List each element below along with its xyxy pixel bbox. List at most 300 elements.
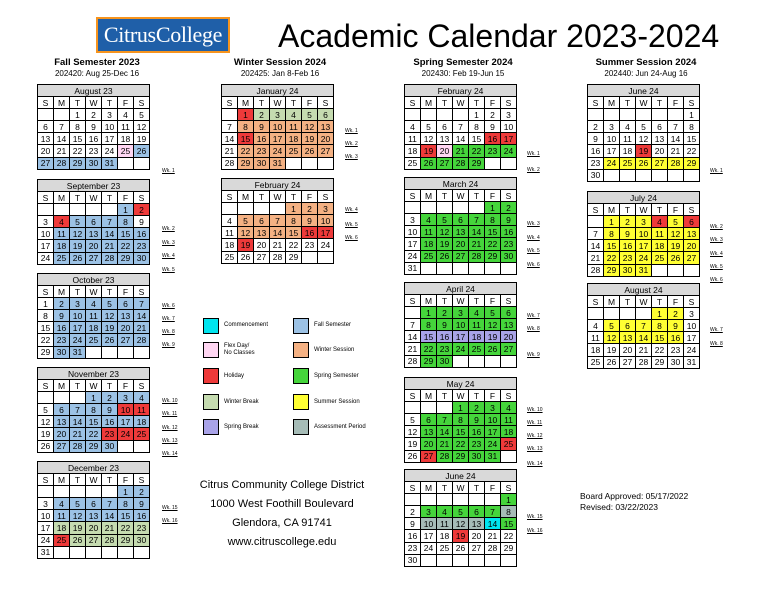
day-cell: 10	[405, 226, 421, 238]
day-cell: 20	[38, 145, 54, 157]
day-cell: 7	[222, 121, 238, 133]
day-cell: 13	[684, 228, 700, 240]
empty-cell	[604, 308, 620, 320]
day-cell: 19	[636, 145, 652, 157]
day-cell: 13	[437, 133, 453, 145]
day-cell: 2	[54, 298, 70, 310]
day-cell: 9	[620, 228, 636, 240]
day-cell: 24	[38, 534, 54, 546]
month-name: June 24	[405, 470, 517, 482]
week-label: Wk. 14	[162, 451, 178, 457]
empty-cell	[421, 494, 437, 506]
day-cell: 24	[38, 252, 54, 264]
day-cell: 8	[453, 414, 469, 426]
day-cell: 25	[588, 356, 604, 368]
day-cell: 28	[588, 264, 604, 276]
week-label: Wk. 11	[162, 411, 178, 417]
day-cell: 25	[437, 542, 453, 554]
day-cell: 6	[453, 214, 469, 226]
week-label: Wk. 14	[527, 461, 543, 467]
day-cell: 27	[421, 450, 437, 462]
month-name: July 24	[588, 192, 700, 204]
day-cell: 10	[485, 414, 501, 426]
day-cell: 19	[405, 438, 421, 450]
day-cell: 1	[286, 203, 302, 215]
empty-cell	[469, 494, 485, 506]
week-label: Wk. 7	[710, 327, 723, 333]
weekday-header: M	[604, 204, 620, 216]
day-cell: 18	[86, 322, 102, 334]
day-cell: 8	[469, 121, 485, 133]
day-cell: 19	[437, 238, 453, 250]
empty-cell	[437, 262, 453, 274]
empty-cell	[222, 203, 238, 215]
day-cell: 22	[453, 438, 469, 450]
weekday-header: S	[405, 295, 421, 307]
day-cell: 5	[405, 414, 421, 426]
day-cell: 2	[668, 308, 684, 320]
week-label: Wk. 6	[710, 277, 723, 283]
month-calendar	[221, 178, 334, 264]
legend-swatch-winter-session	[293, 342, 309, 358]
week-label: Wk. 4	[345, 207, 358, 213]
week-label: Wk. 5	[527, 248, 540, 254]
day-cell: 3	[501, 109, 517, 121]
month-name: May 24	[405, 378, 517, 390]
day-cell: 2	[86, 109, 102, 121]
day-cell: 14	[54, 133, 70, 145]
day-cell: 2	[588, 121, 604, 133]
legend-label-spring: Spring Semester	[314, 373, 359, 379]
day-cell: 27	[38, 157, 54, 169]
day-cell: 12	[421, 133, 437, 145]
day-cell: 9	[405, 518, 421, 530]
weekday-header: T	[70, 380, 86, 392]
empty-cell	[421, 202, 437, 214]
weekday-header: F	[485, 97, 501, 109]
day-cell: 23	[134, 240, 150, 252]
day-cell: 23	[501, 238, 517, 250]
weekday-header: M	[421, 190, 437, 202]
day-cell: 8	[238, 121, 254, 133]
day-cell: 11	[222, 227, 238, 239]
day-cell: 16	[134, 510, 150, 522]
day-cell: 4	[118, 109, 134, 121]
day-cell: 23	[485, 145, 501, 157]
weekday-header: W	[453, 482, 469, 494]
day-cell: 4	[405, 121, 421, 133]
day-cell: 10	[501, 121, 517, 133]
day-cell: 5	[668, 216, 684, 228]
legend-swatch-fall	[293, 318, 309, 334]
day-cell: 18	[405, 145, 421, 157]
day-cell: 7	[134, 298, 150, 310]
day-cell: 22	[238, 145, 254, 157]
day-cell: 15	[421, 331, 437, 343]
day-cell: 29	[86, 440, 102, 452]
weekday-header: F	[118, 380, 134, 392]
day-cell: 5	[70, 216, 86, 228]
day-cell: 14	[270, 227, 286, 239]
day-cell: 4	[222, 215, 238, 227]
empty-cell	[636, 169, 652, 181]
day-cell: 28	[70, 440, 86, 452]
day-cell: 4	[437, 506, 453, 518]
day-cell: 11	[421, 226, 437, 238]
empty-cell	[134, 157, 150, 169]
empty-cell	[54, 204, 70, 216]
week-label: Wk. 6	[527, 262, 540, 268]
day-cell: 21	[437, 438, 453, 450]
day-cell: 19	[134, 133, 150, 145]
empty-cell	[38, 204, 54, 216]
day-cell: 15	[38, 322, 54, 334]
day-cell: 25	[54, 252, 70, 264]
page-title: Academic Calendar 2023-2024	[278, 18, 720, 54]
day-cell: 30	[134, 534, 150, 546]
empty-cell	[54, 109, 70, 121]
empty-cell	[86, 204, 102, 216]
day-cell: 6	[38, 121, 54, 133]
day-cell: 28	[437, 450, 453, 462]
week-label: Wk. 12	[527, 433, 543, 439]
day-cell: 30	[102, 440, 118, 452]
empty-cell	[86, 486, 102, 498]
day-cell: 11	[54, 510, 70, 522]
empty-cell	[485, 494, 501, 506]
day-cell: 3	[38, 498, 54, 510]
column-title-spring: Spring Semester 2024	[413, 57, 513, 68]
day-cell: 20	[254, 239, 270, 251]
day-cell: 23	[54, 334, 70, 346]
week-label: Wk. 1	[710, 168, 723, 174]
day-cell: 11	[588, 332, 604, 344]
day-cell: 24	[405, 250, 421, 262]
day-cell: 10	[70, 310, 86, 322]
weekday-header: W	[86, 286, 102, 298]
weekday-header: M	[238, 97, 254, 109]
day-cell: 30	[86, 157, 102, 169]
weekday-header: M	[421, 390, 437, 402]
day-cell: 21	[54, 145, 70, 157]
day-cell: 19	[453, 530, 469, 542]
day-cell: 20	[421, 438, 437, 450]
empty-cell	[453, 494, 469, 506]
day-cell: 6	[684, 216, 700, 228]
month-name: June 24	[588, 85, 700, 97]
day-cell: 2	[134, 486, 150, 498]
weekday-header: M	[604, 97, 620, 109]
empty-cell	[421, 262, 437, 274]
day-cell: 10	[118, 404, 134, 416]
column-subtitle-summer: 202440: Jun 24-Aug 16	[604, 69, 688, 78]
day-cell: 16	[437, 331, 453, 343]
day-cell: 7	[453, 121, 469, 133]
week-label: Wk. 1	[345, 128, 358, 134]
day-cell: 5	[421, 121, 437, 133]
weekday-header: F	[118, 97, 134, 109]
empty-cell	[38, 392, 54, 404]
day-cell: 1	[38, 298, 54, 310]
day-cell: 1	[421, 307, 437, 319]
day-cell: 15	[286, 227, 302, 239]
empty-cell	[437, 494, 453, 506]
day-cell: 14	[469, 226, 485, 238]
day-cell: 11	[652, 228, 668, 240]
day-cell: 18	[54, 240, 70, 252]
day-cell: 27	[453, 250, 469, 262]
empty-cell	[588, 109, 604, 121]
day-cell: 2	[134, 204, 150, 216]
empty-cell	[318, 251, 334, 263]
empty-cell	[652, 264, 668, 276]
day-cell: 5	[102, 298, 118, 310]
week-label: Wk. 2	[527, 167, 540, 173]
day-cell: 6	[437, 121, 453, 133]
day-cell: 6	[118, 298, 134, 310]
day-cell: 13	[318, 121, 334, 133]
day-cell: 23	[469, 438, 485, 450]
day-cell: 19	[102, 322, 118, 334]
empty-cell	[102, 204, 118, 216]
day-cell: 17	[405, 238, 421, 250]
empty-cell	[588, 308, 604, 320]
empty-cell	[437, 109, 453, 121]
day-cell: 22	[469, 145, 485, 157]
day-cell: 11	[501, 414, 517, 426]
weekday-header: W	[453, 295, 469, 307]
weekday-header: F	[118, 286, 134, 298]
weekday-header: W	[86, 380, 102, 392]
day-cell: 21	[485, 530, 501, 542]
day-cell: 5	[485, 307, 501, 319]
empty-cell	[620, 308, 636, 320]
day-cell: 13	[453, 226, 469, 238]
day-cell: 5	[134, 109, 150, 121]
day-cell: 26	[405, 450, 421, 462]
day-cell: 29	[118, 252, 134, 264]
week-label: Wk. 10	[527, 407, 543, 413]
day-cell: 8	[38, 310, 54, 322]
month-name: March 24	[405, 178, 517, 190]
month-calendar	[37, 179, 150, 265]
day-cell: 13	[652, 133, 668, 145]
day-cell: 12	[636, 133, 652, 145]
weekday-header: S	[501, 295, 517, 307]
day-cell: 14	[636, 332, 652, 344]
weekday-header: F	[668, 296, 684, 308]
day-cell: 3	[485, 402, 501, 414]
day-cell: 26	[437, 250, 453, 262]
weekday-header: S	[134, 286, 150, 298]
empty-cell	[254, 203, 270, 215]
day-cell: 21	[70, 428, 86, 440]
day-cell: 12	[485, 319, 501, 331]
empty-cell	[668, 169, 684, 181]
day-cell: 9	[134, 498, 150, 510]
day-cell: 14	[485, 518, 501, 530]
weekday-header: T	[437, 390, 453, 402]
day-cell: 21	[453, 145, 469, 157]
day-cell: 27	[254, 251, 270, 263]
day-cell: 7	[469, 214, 485, 226]
day-cell: 8	[604, 228, 620, 240]
day-cell: 27	[684, 252, 700, 264]
day-cell: 3	[684, 308, 700, 320]
day-cell: 1	[118, 486, 134, 498]
day-cell: 27	[437, 157, 453, 169]
day-cell: 18	[652, 240, 668, 252]
legend-label-holiday: Holiday	[224, 373, 245, 379]
day-cell: 28	[54, 157, 70, 169]
day-cell: 19	[485, 331, 501, 343]
week-label: Wk. 2	[162, 226, 175, 232]
day-cell: 17	[684, 332, 700, 344]
weekday-header: S	[222, 97, 238, 109]
district-name: Citrus Community College District	[199, 479, 365, 491]
day-cell: 11	[469, 319, 485, 331]
day-cell: 15	[485, 226, 501, 238]
day-cell: 23	[437, 343, 453, 355]
weekday-header: M	[421, 97, 437, 109]
month-calendar	[587, 283, 700, 369]
legend-swatch-holiday	[203, 368, 219, 384]
day-cell: 27	[469, 542, 485, 554]
weekday-header: M	[54, 192, 70, 204]
day-cell: 10	[318, 215, 334, 227]
month-name: January 24	[222, 85, 334, 97]
day-cell: 29	[238, 157, 254, 169]
weekday-header: F	[485, 295, 501, 307]
week-label: Wk. 8	[527, 326, 540, 332]
month-calendar	[404, 282, 517, 368]
day-cell: 28	[134, 334, 150, 346]
day-cell: 6	[421, 414, 437, 426]
day-cell: 4	[286, 109, 302, 121]
day-cell: 3	[405, 214, 421, 226]
empty-cell	[604, 109, 620, 121]
day-cell: 7	[437, 414, 453, 426]
empty-cell	[54, 486, 70, 498]
legend-swatch-flex	[203, 342, 219, 358]
month-calendar	[404, 84, 517, 170]
day-cell: 17	[270, 133, 286, 145]
weekday-header: W	[453, 390, 469, 402]
month-calendar	[37, 273, 150, 359]
day-cell: 20	[118, 322, 134, 334]
day-cell: 11	[118, 121, 134, 133]
week-label: Wk. 9	[162, 342, 175, 348]
day-cell: 1	[604, 216, 620, 228]
day-cell: 10	[270, 121, 286, 133]
day-cell: 13	[38, 133, 54, 145]
day-cell: 19	[421, 145, 437, 157]
weekday-header: T	[469, 190, 485, 202]
day-cell: 24	[453, 343, 469, 355]
day-cell: 5	[38, 404, 54, 416]
day-cell: 21	[102, 522, 118, 534]
day-cell: 14	[70, 416, 86, 428]
day-cell: 29	[286, 251, 302, 263]
day-cell: 29	[118, 534, 134, 546]
weekday-header: S	[501, 390, 517, 402]
day-cell: 6	[318, 109, 334, 121]
day-cell: 3	[118, 392, 134, 404]
day-cell: 23	[134, 522, 150, 534]
district-address: 1000 West Foothill Boulevard	[210, 498, 354, 510]
day-cell: 25	[134, 428, 150, 440]
day-cell: 4	[652, 216, 668, 228]
day-cell: 31	[270, 157, 286, 169]
weekday-header: S	[38, 286, 54, 298]
day-cell: 14	[588, 240, 604, 252]
day-cell: 15	[118, 228, 134, 240]
day-cell: 22	[118, 240, 134, 252]
day-cell: 2	[437, 307, 453, 319]
day-cell: 15	[86, 416, 102, 428]
empty-cell	[86, 546, 102, 558]
week-label: Wk. 8	[162, 329, 175, 335]
day-cell: 5	[437, 214, 453, 226]
day-cell: 27	[318, 145, 334, 157]
day-cell: 27	[54, 440, 70, 452]
legend-label-spring-break: Spring Break	[224, 424, 259, 430]
weekday-header: T	[102, 192, 118, 204]
empty-cell	[134, 346, 150, 358]
weekday-header: W	[86, 474, 102, 486]
board-revised: Revised: 03/22/2023	[580, 502, 658, 512]
day-cell: 7	[405, 319, 421, 331]
day-cell: 3	[102, 109, 118, 121]
day-cell: 20	[453, 238, 469, 250]
day-cell: 31	[38, 546, 54, 558]
day-cell: 9	[588, 133, 604, 145]
day-cell: 17	[38, 522, 54, 534]
weekday-header: M	[54, 380, 70, 392]
week-label: Wk. 3	[710, 237, 723, 243]
week-label: Wk. 6	[162, 303, 175, 309]
empty-cell	[684, 264, 700, 276]
day-cell: 11	[86, 310, 102, 322]
weekday-header: S	[501, 190, 517, 202]
empty-cell	[636, 109, 652, 121]
day-cell: 24	[270, 145, 286, 157]
weekday-header: S	[588, 97, 604, 109]
weekday-header: T	[102, 380, 118, 392]
day-cell: 24	[102, 145, 118, 157]
weekday-header: M	[54, 97, 70, 109]
week-label: Wk. 5	[162, 267, 175, 273]
day-cell: 20	[684, 240, 700, 252]
day-cell: 19	[302, 133, 318, 145]
day-cell: 5	[604, 320, 620, 332]
empty-cell	[302, 157, 318, 169]
day-cell: 3	[604, 121, 620, 133]
day-cell: 17	[38, 240, 54, 252]
empty-cell	[469, 355, 485, 367]
day-cell: 4	[421, 214, 437, 226]
day-cell: 4	[86, 298, 102, 310]
legend-swatch-commencement	[203, 318, 219, 334]
day-cell: 24	[501, 145, 517, 157]
day-cell: 8	[684, 121, 700, 133]
column-title-fall: Fall Semester 2023	[54, 57, 140, 68]
day-cell: 30	[469, 450, 485, 462]
day-cell: 28	[222, 157, 238, 169]
day-cell: 6	[620, 320, 636, 332]
week-label: Wk. 13	[162, 438, 178, 444]
empty-cell	[588, 216, 604, 228]
